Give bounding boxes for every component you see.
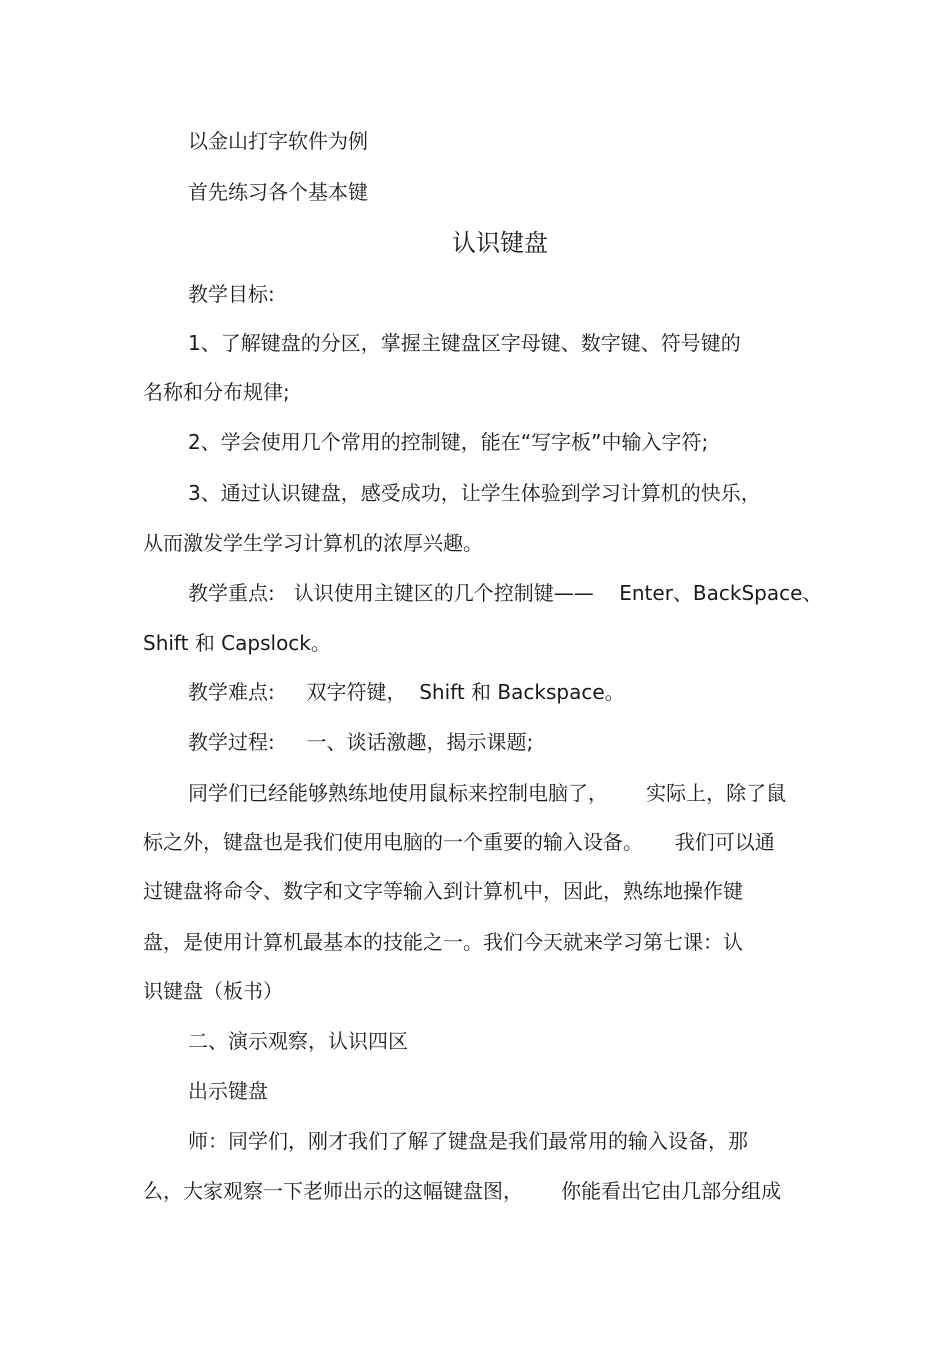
- intro-line-1: 以金山打字软件为例: [188, 129, 368, 153]
- section-2-heading: 二、演示观察，认识四区: [188, 1029, 408, 1053]
- key-points-line-2: Shift 和 Capslock。: [143, 631, 331, 655]
- key-points-line-1: 教学重点: 认识使用主键区的几个控制键—— Enter、BackSpace、: [188, 581, 823, 605]
- objective-2: 2、学会使用几个常用的控制键，能在“写字板”中输入字符;: [188, 430, 709, 454]
- objective-3-line-1: 3、通过认识键盘，感受成功，让学生体验到学习计算机的快乐，: [188, 481, 761, 505]
- paragraph-1-line-1: 同学们已经能够熟练地使用鼠标来控制电脑了， 实际上，除了鼠: [188, 781, 787, 805]
- objective-1-line-1: 1、了解键盘的分区，掌握主键盘区字母键、数字键、符号键的: [188, 331, 741, 355]
- paragraph-1-line-2: 标之外，键盘也是我们使用电脑的一个重要的输入设备。 我们可以通: [143, 830, 775, 854]
- objective-1-line-2: 名称和分布规律;: [143, 380, 290, 404]
- intro-line-2: 首先练习各个基本键: [188, 180, 368, 204]
- teacher-line-1: 师：同学们，刚才我们了解了键盘是我们最常用的输入设备，那: [188, 1129, 748, 1153]
- objectives-heading: 教学目标:: [188, 282, 275, 306]
- difficulties: 教学难点: 双字符键， Shift 和 Backspace。: [188, 680, 625, 704]
- show-keyboard: 出示键盘: [188, 1079, 268, 1103]
- teacher-line-2: 么，大家观察一下老师出示的这幅键盘图， 你能看出它由几部分组成: [143, 1179, 782, 1203]
- objective-3-line-2: 从而激发学生学习计算机的浓厚兴趣。: [143, 531, 483, 555]
- paragraph-1-line-5: 识键盘（板书）: [143, 979, 283, 1003]
- process-heading: 教学过程: 一、谈话激趣，揭示课题;: [188, 730, 534, 754]
- paragraph-1-line-3: 过键盘将命令、数字和文字等输入到计算机中，因此，熟练地操作键: [143, 879, 743, 903]
- document-title: 认识键盘: [452, 229, 548, 257]
- paragraph-1-line-4: 盘，是使用计算机最基本的技能之一。我们今天就来学习第七课：认: [143, 930, 743, 954]
